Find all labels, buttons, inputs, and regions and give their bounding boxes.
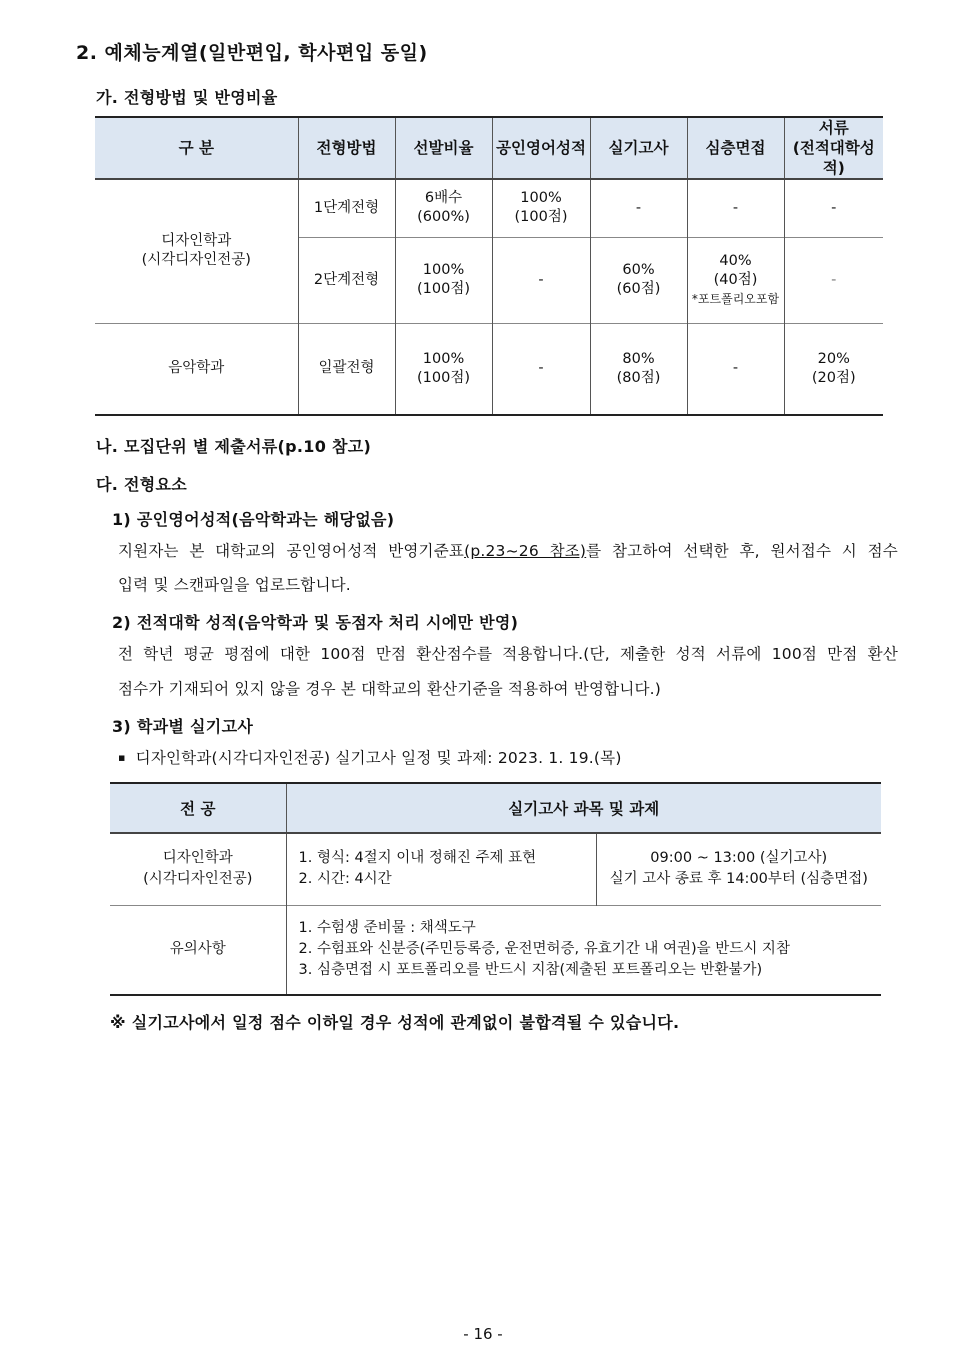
cell-english: 100% (100점) <box>492 179 590 237</box>
header-english: 공인영어성적 <box>492 117 590 179</box>
item3-title: 3) 학과별 실기고사 <box>112 717 254 736</box>
table-header-row <box>110 783 881 833</box>
exam-task-cell: 1. 형식: 4절지 이내 정해진 주제 표현 2. 시간: 4시간 <box>286 833 596 905</box>
bullet-item: ▪ 디자인학과(시각디자인전공) 실기고사 일정 및 과제: 2023. 1. 19.(목) <box>118 749 622 767</box>
notes-label: 유의사항 <box>110 905 286 995</box>
warning-note: ※ 실기고사에서 일정 점수 이하일 경우 성적에 관계없이 불합격될 수 있습니다. <box>110 1013 680 1032</box>
subsection-c-title: 다. 전형요소 <box>96 475 188 494</box>
cell-method: 2단계전형 <box>298 237 395 323</box>
cell-practical: 60% (60점) <box>590 237 687 323</box>
dept-music: 음악학과 <box>95 323 298 415</box>
dept-design: 디자인학과 (시각디자인전공) <box>110 833 286 905</box>
cell-english: - <box>492 237 590 323</box>
header-category: 구 분 <box>95 117 298 179</box>
header-exam-task: 실기고사 과목 및 과제 <box>286 783 881 833</box>
cell-interview: 40% (40점) *포트폴리오포함 <box>687 237 784 323</box>
cell-practical: - <box>590 179 687 237</box>
table-row <box>95 323 883 415</box>
page-number: - 16 - <box>463 1325 503 1343</box>
section-title: 2. 예체능계열(일반편입, 학사편입 동일) <box>76 42 428 64</box>
header-major: 전 공 <box>110 783 286 833</box>
header-method: 전형방법 <box>298 117 395 179</box>
header-practical: 실기고사 <box>590 117 687 179</box>
subsection-a-title: 가. 전형방법 및 반영비율 <box>96 88 278 107</box>
table-header-row <box>95 117 883 179</box>
cell-ratio: 100% (100점) <box>395 323 492 415</box>
cell-interview: - <box>687 179 784 237</box>
header-ratio: 선발비율 <box>395 117 492 179</box>
item1-paragraph-line2: 입력 및 스캔파일을 업로드합니다. <box>118 576 351 594</box>
practical-exam-table <box>110 782 881 996</box>
selection-ratio-table <box>95 116 883 416</box>
cell-method: 일괄전형 <box>298 323 395 415</box>
table-row <box>95 179 883 237</box>
cell-documents: - <box>784 237 883 323</box>
cell-method: 1단계전형 <box>298 179 395 237</box>
cell-practical: 80% (80점) <box>590 323 687 415</box>
item2-paragraph-line1: 전 학년 평균 평점에 대한 100점 만점 환산점수를 적용합니다.(단, 제출한 성적 서류에 100점 만점 환산 <box>118 645 898 663</box>
cell-documents: 20% (20점) <box>784 323 883 415</box>
cell-english: - <box>492 323 590 415</box>
item2-paragraph-line2: 점수가 기재되어 있지 않을 경우 본 대학교의 환산기준을 적용하여 반영합니다.) <box>118 680 662 698</box>
table-row <box>110 905 881 995</box>
table-row <box>110 833 881 905</box>
cell-documents: - <box>784 179 883 237</box>
notes-cell: 1. 수험생 준비물 : 채색도구 2. 수험표와 신분증(주민등록증, 운전면허증, 유효기간 내 여권)을 반드시 지참 3. 심층면접 시 포트폴리오를 반드시 지참(제출된 포트폴리오는 반환불가) <box>286 905 881 995</box>
item1-title: 1) 공인영어성적(음악학과는 해당없음) <box>112 510 395 529</box>
bullet-icon: ▪ <box>118 751 126 764</box>
subsection-b-title: 나. 모집단위 별 제출서류(p.10 참고) <box>96 437 372 456</box>
item2-title: 2) 전적대학 성적(음악학과 및 동점자 처리 시에만 반영) <box>112 613 519 632</box>
header-interview: 심층면접 <box>687 117 784 179</box>
cell-interview: - <box>687 323 784 415</box>
cell-ratio: 6배수 (600%) <box>395 179 492 237</box>
dept-design: 디자인학과 (시각디자인전공) <box>95 179 298 323</box>
item1-paragraph-line1: 지원자는 본 대학교의 공인영어성적 반영기준표(p.23~26 참조)를 참고하여 선택한 후, 원서접수 시 점수 <box>118 542 898 560</box>
cell-ratio: 100% (100점) <box>395 237 492 323</box>
exam-time-cell: 09:00 ~ 13:00 (실기고사) 실기 고사 종료 후 14:00부터 (심층면접) <box>596 833 881 905</box>
header-documents: 서류 (전적대학성적) <box>784 117 883 179</box>
